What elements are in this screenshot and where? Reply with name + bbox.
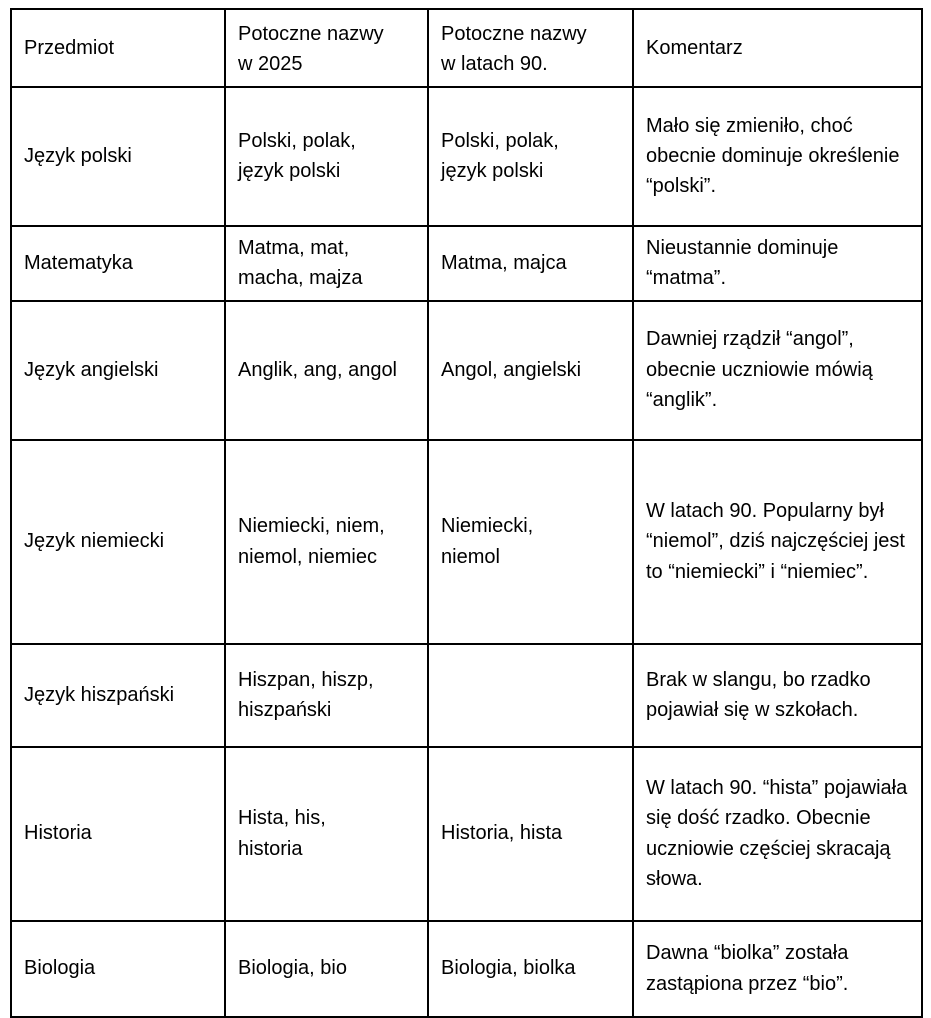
column-header-names-90s-line1: Potoczne nazwy [441,23,587,45]
cell-subject: Język angielski [11,301,225,440]
cell-subject: Matematyka [11,226,225,301]
cell-names-90s: Biologia, biolka [428,921,633,1017]
table-row [11,747,922,921]
cell-subject: Język niemiecki [11,440,225,644]
cell-comment: W latach 90. “hista” pojawiała się dość rzadko. Obecnie uczniowie częściej skracają słowa. [633,747,922,921]
column-header-names-2025-line1: Potoczne nazwy [238,23,384,45]
column-header-names-90s-line2: w latach 90. [441,53,548,76]
table-body [11,87,922,1017]
cell-comment: Dawniej rządził “angol”, obecnie uczniowie mówią “anglik”. [633,301,922,440]
cell-subject: Historia [11,747,225,921]
cell-names-2025: Polski, polak, język polski [225,87,428,226]
table-row [11,440,922,644]
cell-names-90s: Matma, majca [428,226,633,301]
cell-names-90s: Angol, angielski [428,301,633,440]
cell-names-90s: Polski, polak, język polski [428,87,633,226]
cell-names-90s: Historia, hista [428,747,633,921]
cell-names-2025: Matma, mat, macha, majza [225,226,428,301]
cell-comment: Dawna “biolka” została zastąpiona przez “bio”. [633,921,922,1017]
cell-names-90s-empty [428,644,633,747]
cell-names-2025: Hiszpan, hiszp, hiszpański [225,644,428,747]
column-header-names-90s [428,9,633,87]
column-header-names-2025-line2: w 2025 [238,53,303,76]
table-row [11,301,922,440]
cell-names-2025: Niemiecki, niem, niemol, niemiec [225,440,428,644]
header-row [11,9,922,87]
table-row [11,921,922,1017]
cell-subject: Język polski [11,87,225,226]
table-row [11,644,922,747]
cell-names-90s: Niemiecki, niemol [428,440,633,644]
table-row [11,87,922,226]
cell-subject: Biologia [11,921,225,1017]
school-subject-slang-table [10,8,923,1018]
column-header-subject: Przedmiot [11,9,225,87]
slang-table-container [10,8,921,1018]
table-header [11,9,922,87]
cell-names-2025: Biologia, bio [225,921,428,1017]
cell-names-2025: Anglik, ang, angol [225,301,428,440]
table-row [11,226,922,301]
cell-comment: W latach 90. Popularny był “niemol”, dziś najczęściej jest to “niemiecki” i “niemiec”. [633,440,922,644]
cell-comment: Nieustannie dominuje “matma”. [633,226,922,301]
cell-comment: Brak w slangu, bo rzadko pojawiał się w szkołach. [633,644,922,747]
cell-comment: Mało się zmieniło, choć obecnie dominuje określenie “polski”. [633,87,922,226]
cell-subject: Język hiszpański [11,644,225,747]
column-header-names-2025 [225,9,428,87]
column-header-comment: Komentarz [633,9,922,87]
cell-names-2025: Hista, his, historia [225,747,428,921]
